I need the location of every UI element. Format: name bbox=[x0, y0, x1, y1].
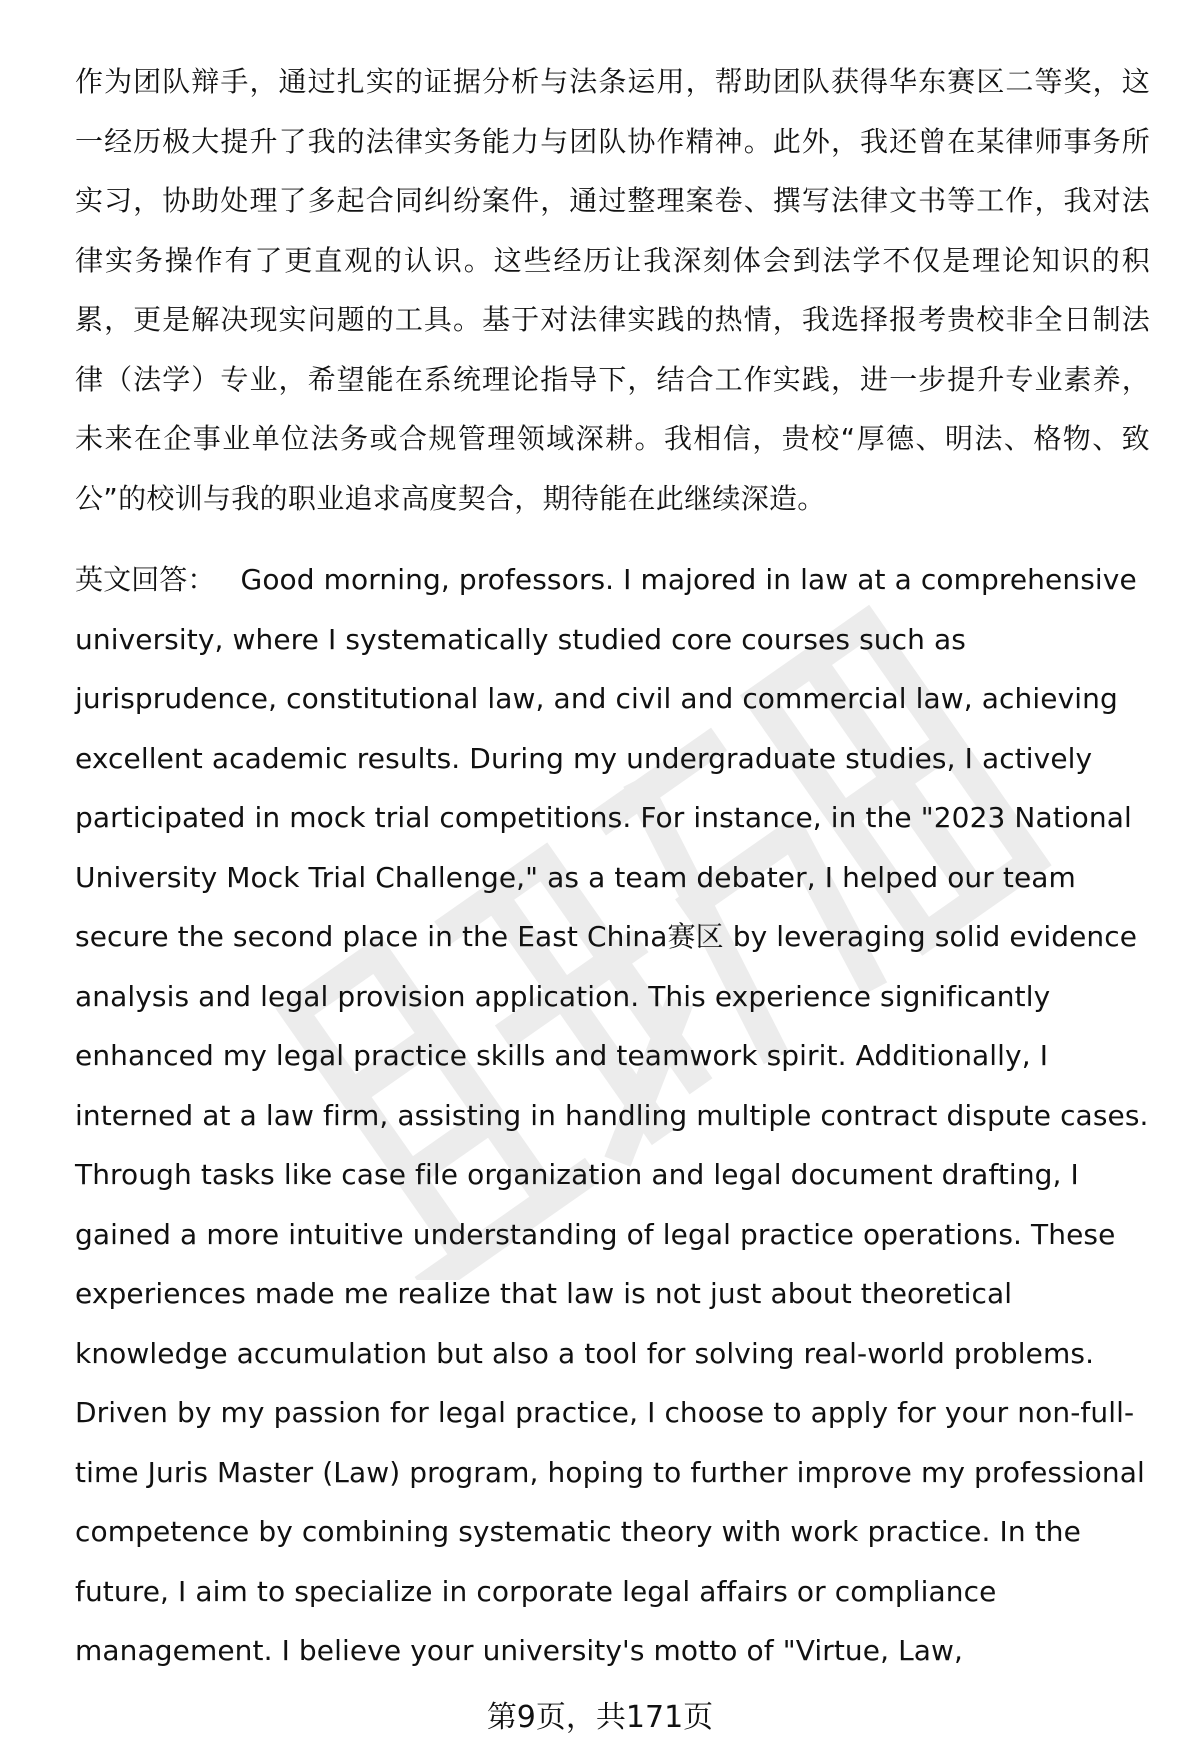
english-answer-paragraph bbox=[75, 550, 1150, 1681]
document-content bbox=[75, 52, 1150, 1681]
chinese-answer-paragraph: 作为团队辩手，通过扎实的证据分析与法条运用，帮助团队获得华东赛区二等奖，这一经历极大提升了我的法律实务能力与团队协作精神。此外，我还曾在某律师事务所实习，协助处理了多起合同纠纷案件，通过整理案卷、撰写法律文书等工作，我对法律实务操作有了更直观的认识。这些经历让我深刻体会到法学不仅是理论知识的积累，更是解决现实问题的工具。基于对法律实践的热情，我选择报考贵校非全日制法律（法学）专业，希望能在系统理论指导下，结合工作实践，进一步提升专业素养，未来在企事业单位法务或合规管理领域深耕。我相信，贵校“厚德、明法、格物、致公”的校训与我的职业追求高度契合，期待能在此继续深造。 bbox=[75, 65, 1150, 515]
english-answer-text: Good morning, professors. I majored in law at a comprehensive university, where I systematically studied core courses such as jurisprudence, constitutional law, and civil and commercial law, achieving excellent academic results. During my undergraduate studies, I actively participated in mock trial competitions. For instance, in the "2023 National University Mock Trial Challenge," as a team debater, I helped our team secure the second place in the East China赛区 by leveraging solid evidence analysis and legal provision application. This experience significantly enhanced my legal practice skills and teamwork spirit. Additionally, I interned at a law firm, assisting in handling multiple contract dispute cases. Through tasks like case file organization and legal document drafting, I gained a more intuitive understanding of legal practice operations. These experiences made me realize that law is not just about theoretical knowledge accumulation but also a tool for solving real-world problems. Driven by my passion for legal practice, I choose to apply for your non-full-time Juris Master (Law) program, hoping to further improve my professional competence by combining systematic theory with work practice. In the future, I aim to specialize in corporate legal affairs or compliance management. I believe your university's motto of "Virtue, Law, bbox=[75, 563, 1149, 1667]
page-indicator: 第9页，共171页 bbox=[486, 1700, 714, 1735]
english-answer-label: 英文回答： bbox=[75, 563, 216, 596]
